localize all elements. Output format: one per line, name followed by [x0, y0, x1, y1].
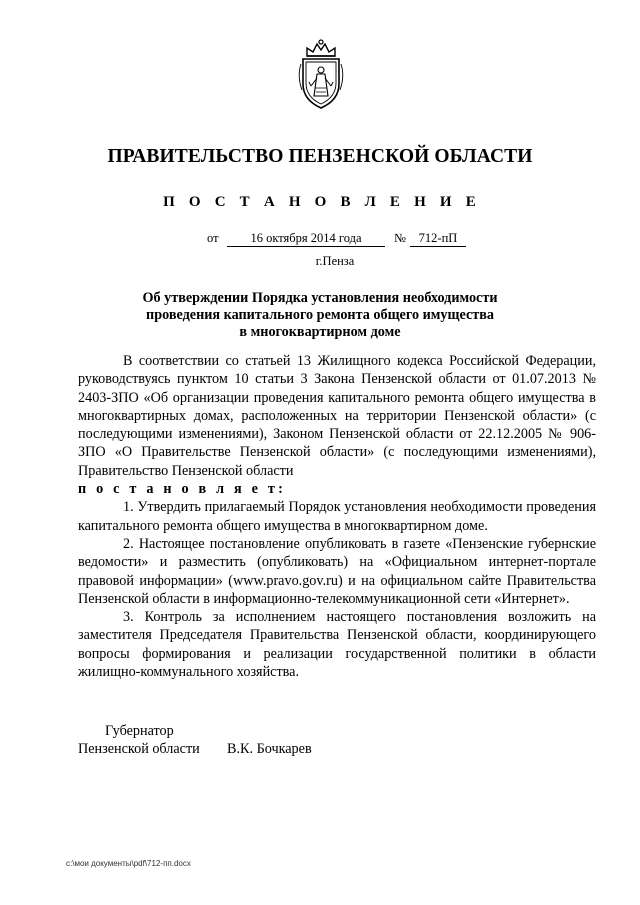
document-type: П О С Т А Н О В Л Е Н И Е — [163, 194, 481, 210]
file-path-footer: c:\мои документы\pdf\712-пп.docx — [66, 859, 191, 868]
item-3: 3. Контроль за исполнением настоящего постановления возложить на заместителя Председателя Правительства Пензенской области, координирующего вопросы формирования и реализации государственной политики в области жилищно-коммунального хозяйства. — [78, 609, 596, 681]
signature-title-line-1: Губернатор — [105, 723, 174, 739]
document-subject — [0, 290, 640, 341]
document-number: 712-пП — [418, 231, 458, 245]
subject-line-2: проведения капитального ремонта общего имущества — [146, 307, 494, 323]
subject-line-3: в многоквартирном доме — [239, 324, 401, 340]
item-2: 2. Настоящее постановление опубликовать в газете «Пензенские губернские ведомости» и разместить (опубликовать) на «Официальном интернет-портале правовой информации» (www.pravo.gov.ru) и на официальном сайте Правительства Пензенской области в информационно-телекоммуникационной сети «Интернет». — [78, 535, 596, 607]
organization-title: ПРАВИТЕЛЬСТВО ПЕНЗЕНСКОЙ ОБЛАСТИ — [107, 146, 533, 167]
item-1: 1. Утвердить прилагаемый Порядок установления необходимости проведения капитального ремонта общего имущества в многоквартирном доме. — [78, 499, 596, 534]
date-field-wrap — [227, 231, 385, 247]
city: г.Пенза — [315, 254, 355, 268]
number-prefix: № — [394, 231, 406, 245]
subject-line-1: Об утверждении Порядка установления необходимости — [142, 290, 498, 306]
document-body — [78, 352, 596, 681]
document-date: 16 октября 2014 года — [250, 231, 362, 245]
decree-word: п о с т а н о в л я е т: — [78, 481, 286, 498]
number-field-wrap — [410, 231, 466, 247]
date-prefix: от — [207, 231, 219, 245]
coat-of-arms-icon — [293, 38, 349, 112]
signature-title-line-2: Пензенской области — [78, 741, 200, 757]
preamble-paragraph: В соответствии со статьей 13 Жилищного кодекса Российской Федерации, руководствуясь пунктом 10 статьи 3 Закона Пензенской области от 01.07.2013 № 2403-ЗПО «Об организации проведения капитального ремонта общего имущества в многоквартирных домах, расположенных на территории Пензенской области» (с последующими изменениями), Законом Пензенской области от 22.12.2005 № 906-ЗПО «О Правительстве Пензенской области» (с последующими изменениями), Правительство Пензенской области — [78, 353, 596, 479]
signatory-name: В.К. Бочкарев — [227, 741, 312, 757]
